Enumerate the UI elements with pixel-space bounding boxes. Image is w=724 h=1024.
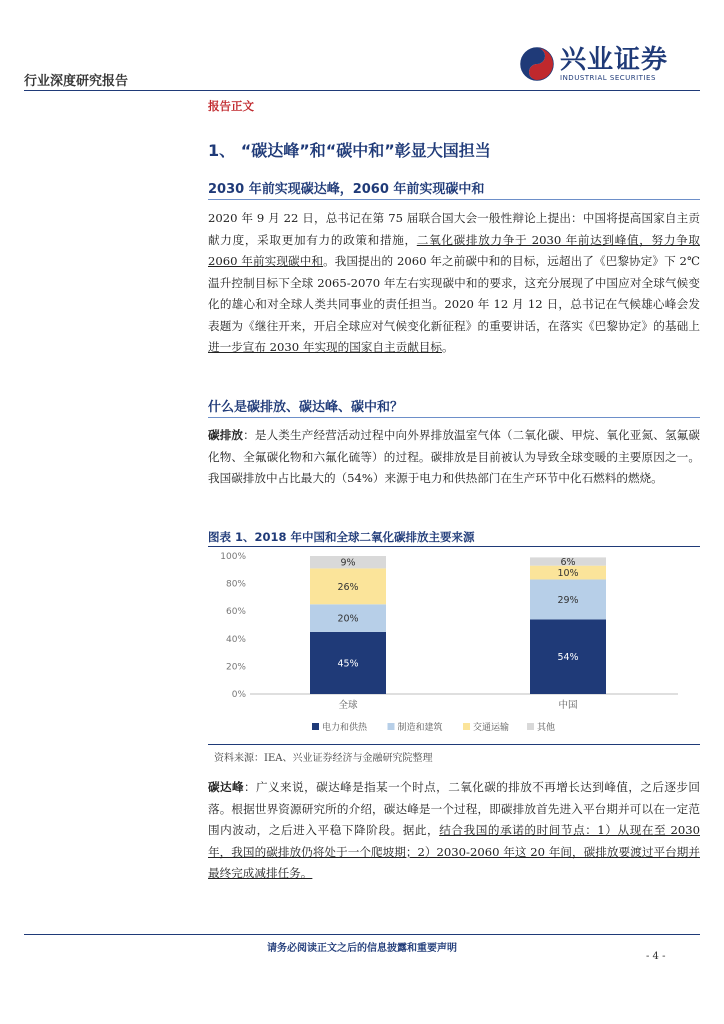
paragraph-text: 。我国提出的 2060 年之前碳中和的目标，远超出了《巴黎协定》下 2℃温升控制目标下全球 2065-2070 年左右实现碳中和的要求，这充分展现了中国应对全球气候变化的雄心和对全球人类共同事业的责任担当。2020 年 12 月 12 日，总书记在气候雄心峰会发表题为《继往开来，开启全球应对气候变化新征程》的重要讲话，在落实《巴黎协定》的基础上	[208, 254, 700, 333]
data-label: 45%	[337, 658, 359, 670]
term-label: 碳达峰	[208, 780, 245, 794]
y-tick-label: 20%	[225, 662, 246, 673]
legend-swatch	[388, 723, 395, 730]
underlined-text: 进一步宣布 2030 年实现的国家自主贡献目标	[208, 340, 442, 354]
legend-swatch	[463, 723, 470, 730]
y-tick-label: 80%	[225, 579, 246, 590]
data-label: 29%	[557, 594, 579, 606]
figure-top-rule	[208, 546, 700, 547]
paragraph-carbon-emission	[208, 425, 700, 490]
logo-swirl-icon	[520, 47, 554, 81]
subheading-definitions: 什么是碳排放、碳达峰、碳中和？	[208, 400, 404, 415]
emissions-stacked-bar-chart	[208, 548, 700, 744]
logo-english-name: INDUSTRIAL SECURITIES	[560, 74, 656, 82]
paragraph-carbon-peak	[208, 777, 700, 885]
data-label: 9%	[340, 557, 356, 569]
paragraph-text: ：广义来说，碳达峰是指某一个时点，二氧化碳的排放不再增长达到峰值，之后逐步回落。根据世界资源研究所的介绍，碳达峰是一个过程，即碳排放首先进入平台期并可以在一定范围内波动，之后进入平稳下降阶段。据此，	[208, 780, 700, 837]
paragraph-targets	[208, 208, 700, 359]
y-tick-label: 100%	[220, 552, 246, 562]
legend-swatch	[527, 723, 534, 730]
data-label: 54%	[557, 652, 579, 664]
section-tag: 报告正文	[208, 99, 254, 113]
legend-label: 交通运输	[473, 723, 510, 733]
subheading-targets: 2030 年前实现碳达峰，2060 年前实现碳中和	[208, 182, 485, 197]
data-label: 20%	[337, 613, 359, 625]
underlined-text: 结合我国的承诺的时间节点：1）从现在至 2030 年，我国的碳排放仍将处于一个爬坡期；2）2030-2060 年这 20 年间，碳排放要渡过平台期并最终完成减排任务。	[208, 823, 700, 880]
data-label: 10%	[557, 568, 579, 580]
chapter-heading: 1、 “碳达峰”和“碳中和”彰显大国担当	[208, 141, 491, 160]
header-divider	[24, 90, 700, 91]
paragraph-text: 2020 年 9 月 22 日，总书记在第 75 届联合国大会一般性辩论上提出：中国将提高国家自主贡献力度，采取更加有力的政策和措施，	[208, 211, 700, 247]
y-tick-label: 0%	[231, 690, 246, 700]
logo-chinese-name: 兴业证券	[560, 45, 669, 75]
subheading-divider	[208, 417, 700, 418]
report-type-title: 行业深度研究报告	[24, 74, 129, 89]
subheading-divider	[208, 199, 700, 200]
y-tick-label: 60%	[225, 607, 246, 618]
x-tick-label: 中国	[558, 700, 578, 711]
footer-divider	[24, 934, 700, 935]
legend-label: 制造和建筑	[397, 723, 443, 733]
y-tick-label: 40%	[225, 634, 246, 645]
data-label: 26%	[337, 581, 359, 593]
disclaimer-notice: 请务必阅读正文之后的信息披露和重要声明	[267, 943, 457, 954]
term-label: 碳排放	[208, 428, 244, 442]
legend-label: 其他	[537, 723, 556, 733]
figure-bottom-rule	[208, 744, 700, 745]
underlined-text: 二氧化碳排放力争于 2030 年前达到峰值，努力争取 2060 年前实现碳中和	[208, 232, 700, 268]
paragraph-text: 。	[441, 340, 454, 354]
company-logo	[520, 46, 668, 82]
figure-title: 图表 1、2018 年中国和全球二氧化碳排放主要来源	[208, 530, 475, 544]
data-label: 6%	[560, 557, 576, 569]
legend-swatch	[312, 723, 319, 730]
figure-source: 资料来源：IEA、兴业证券经济与金融研究院整理	[214, 753, 433, 764]
legend-label: 电力和供热	[322, 723, 368, 733]
paragraph-text: ：是人类生产经营活动过程中向外界排放温室气体（二氧化碳、甲烷、氧化亚氮、氢氟碳化物、全氟碳化物和六氟化硫等）的过程。碳排放是目前被认为导致全球变暖的主要原因之一。我国碳排放中占比最大的（54%）来源于电力和供热部门在生产环节中化石燃料的燃烧。	[208, 428, 700, 485]
x-tick-label: 全球	[338, 700, 358, 711]
page-number: - 4 -	[646, 951, 666, 962]
